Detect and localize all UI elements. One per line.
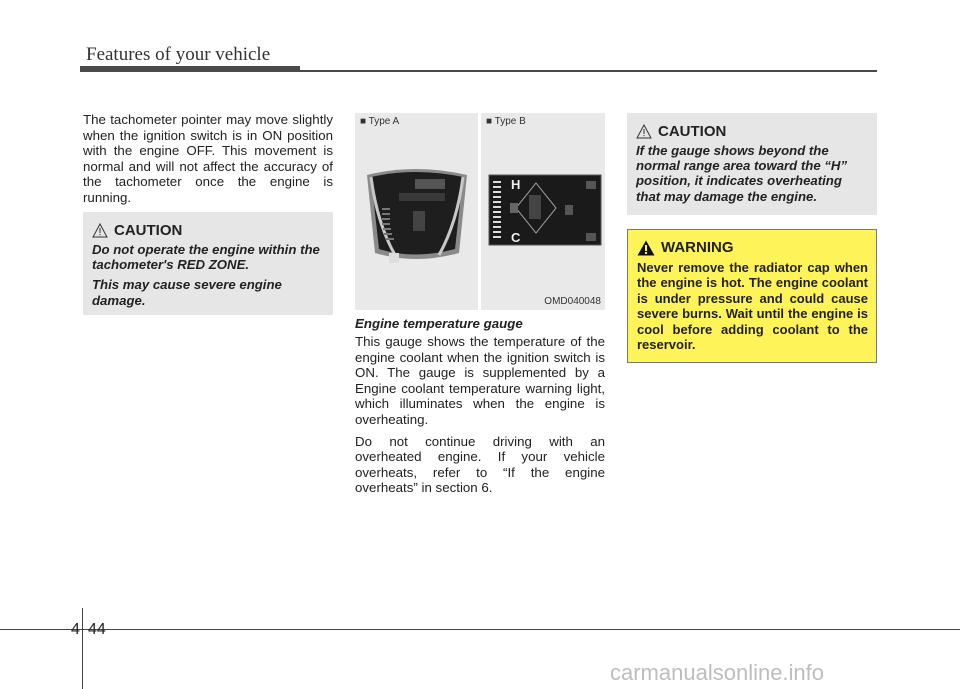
- caution-overheat-text: If the gauge shows beyond the normal range area toward the “H” position, it indicates overheating that may damage the engine.: [636, 143, 848, 204]
- gauge-cold-label: C: [511, 230, 521, 245]
- type-a-cluster-image: [355, 113, 478, 310]
- gauge-paragraph-2: Do not continue driving with an overheated engine. If your vehicle overheats, refer to “If the engine overheats” in section 6.: [355, 433, 605, 496]
- gauge-hot-label: H: [511, 177, 521, 192]
- caution-line-1: Do not operate the engine within the tachometer's RED ZONE.: [92, 242, 320, 273]
- tachometer-paragraph: The tachometer pointer may move slightly when the ignition switch is in ON position with the engine OFF. This movement is normal and will not affect the accuracy of the tachometer once the engine is running.: [83, 112, 333, 205]
- header-rule-thick: [80, 66, 300, 72]
- watermark: carmanualsonline.info: [610, 660, 825, 685]
- caution-triangle-icon: [636, 124, 652, 139]
- type-b-label: ■ Type B: [486, 116, 526, 127]
- header-rule-thin: [300, 70, 877, 72]
- type-a-label: ■ Type A: [360, 116, 400, 127]
- footer-rule: [0, 629, 960, 630]
- caution-title-text: CAUTION: [658, 123, 727, 140]
- caution-title-text: CAUTION: [114, 222, 183, 239]
- warning-text: Never remove the radiator cap when the engine is hot. The engine coolant is under pressure and could cause severe burns. Wait until the engine is cool before adding coolant to the reservoir.: [637, 260, 868, 353]
- caution-title: [636, 123, 869, 140]
- footer-divider: [82, 608, 83, 689]
- gauge-paragraph-1: This gauge shows the temperature of the engine coolant when the ignition switch is ON. The gauge is supplemented by a Engine coolant temperature warning light, which illuminates when the engine is overheating.: [355, 334, 605, 427]
- caution-box-tachometer: [83, 212, 333, 315]
- caution-triangle-icon: [92, 223, 108, 238]
- left-column: [83, 112, 333, 212]
- warning-triangle-icon: [637, 240, 655, 256]
- section-subheading: Engine temperature gauge: [355, 316, 523, 331]
- caution-box-overheat: [627, 113, 877, 215]
- header-title: Features of your vehicle: [86, 44, 271, 65]
- caution-title: [92, 222, 325, 239]
- warning-title: [637, 239, 868, 256]
- type-b-cluster-image: [481, 113, 605, 310]
- warning-box: [627, 229, 877, 363]
- caution-line-2: This may cause severe engine damage.: [92, 277, 282, 308]
- page-number: 44: [88, 621, 106, 638]
- figure-code: OMD040048: [544, 296, 601, 307]
- gauge-figure: [355, 113, 605, 310]
- middle-column: [355, 316, 605, 502]
- section-number: 4: [71, 621, 80, 638]
- warning-title-text: WARNING: [661, 239, 734, 256]
